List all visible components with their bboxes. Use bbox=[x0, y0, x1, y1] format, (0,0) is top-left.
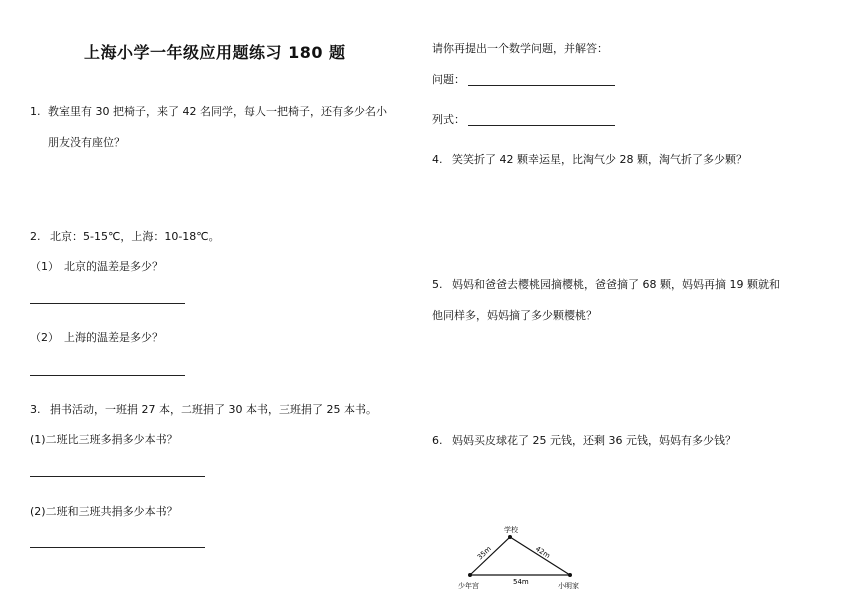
question-label: 问题： bbox=[432, 73, 465, 86]
home-label: 小明家 bbox=[558, 582, 579, 590]
school-label: 学校 bbox=[504, 526, 518, 534]
formula-label: 列式： bbox=[432, 113, 465, 126]
q2-sub1-text: 北京的温差是多少？ bbox=[64, 260, 163, 273]
q3-sub1-text: (1)二班比三班多捐多少本书？ bbox=[30, 433, 178, 446]
q3-sub2-text: (2)二班和三班共捐多少本书？ bbox=[30, 505, 178, 518]
q2-sub2-answer-line[interactable] bbox=[30, 375, 185, 376]
left-edge-length: 35m bbox=[475, 544, 493, 562]
q3-number: 3. bbox=[30, 403, 41, 416]
right-edge-length: 42m bbox=[533, 544, 552, 561]
youth-palace-point bbox=[468, 573, 472, 577]
q2-sub1-number: （1） bbox=[30, 260, 59, 273]
extra-question-prompt: 请你再提出一个数学问题，并解答： bbox=[432, 42, 608, 55]
q3-text: 捐书活动，一班捐 27 本，二班捐了 30 本书，三班捐了 25 本书。 bbox=[50, 403, 377, 416]
q4-text: 笑笑折了 42 颗幸运星，比淘气少 28 颗，淘气折了多少颗？ bbox=[452, 153, 747, 166]
q2-sub2-number: （2） bbox=[30, 331, 59, 344]
q5-number: 5. bbox=[432, 278, 443, 291]
q1-text-line2: 朋友没有座位？ bbox=[48, 136, 125, 149]
home-point bbox=[568, 573, 572, 577]
q5-text-line2: 他同样多，妈妈摘了多少颗樱桃？ bbox=[432, 309, 597, 322]
question-answer-line[interactable] bbox=[468, 85, 615, 86]
school-point bbox=[508, 535, 512, 539]
q3-sub2-answer-line[interactable] bbox=[30, 547, 205, 548]
q6-number: 6. bbox=[432, 434, 443, 447]
formula-answer-line[interactable] bbox=[468, 125, 615, 126]
youth-palace-label: 少年宫 bbox=[458, 582, 479, 590]
q3-sub1-answer-line[interactable] bbox=[30, 476, 205, 477]
distance-triangle-diagram bbox=[440, 520, 600, 595]
q1-number: 1. bbox=[30, 105, 41, 118]
q2-sub2-text: 上海的温差是多少？ bbox=[64, 331, 163, 344]
q2-sub1-answer-line[interactable] bbox=[30, 303, 185, 304]
q6-text: 妈妈买皮球花了 25 元钱，还剩 36 元钱，妈妈有多少钱？ bbox=[452, 434, 736, 447]
bottom-edge-length: 54m bbox=[513, 578, 529, 586]
q1-text-line1: 教室里有 30 把椅子，来了 42 名同学，每人一把椅子，还有多少名小 bbox=[48, 105, 387, 118]
page-title: 上海小学一年级应用题练习 180 题 bbox=[84, 43, 346, 62]
q2-number: 2. bbox=[30, 230, 41, 243]
q5-text-line1: 妈妈和爸爸去樱桃园摘樱桃，爸爸摘了 68 颗，妈妈再摘 19 颗就和 bbox=[452, 278, 780, 291]
q4-number: 4. bbox=[432, 153, 443, 166]
q2-text: 北京：5-15℃，上海：10-18℃。 bbox=[50, 230, 220, 243]
